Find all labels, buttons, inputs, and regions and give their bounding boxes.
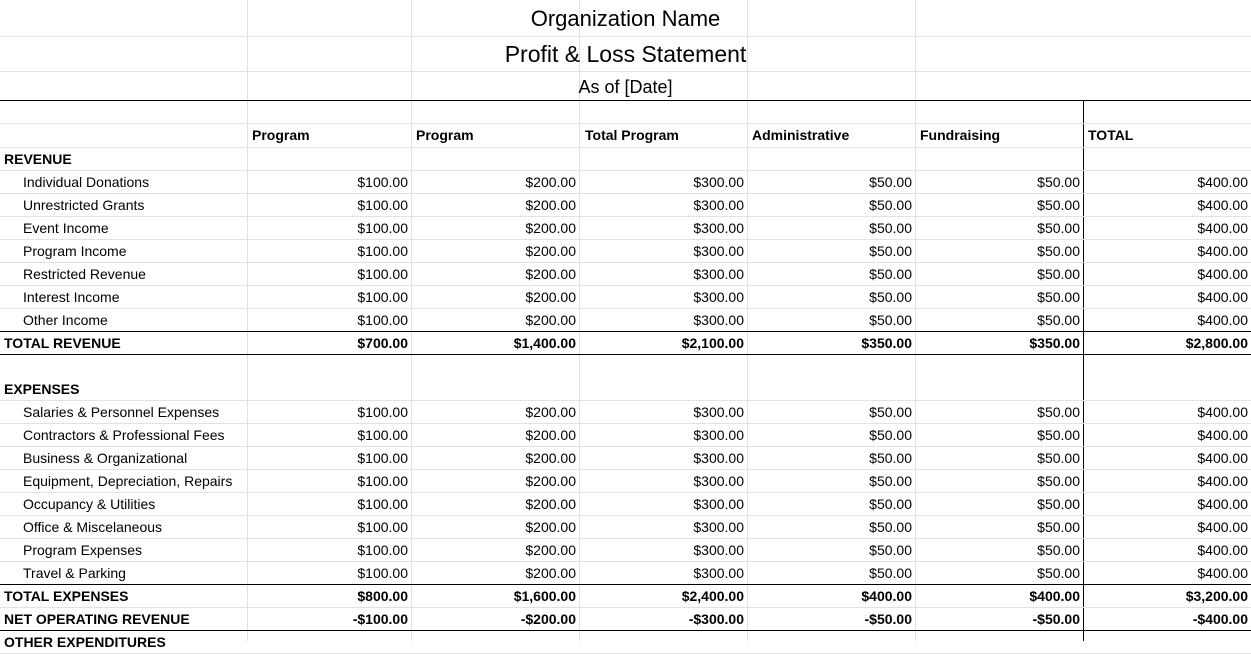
row-label[interactable]: TOTAL EXPENSES — [4, 588, 129, 604]
value-cell[interactable]: $1,400.00 — [513, 335, 576, 351]
value-cell[interactable]: $800.00 — [357, 588, 408, 604]
value-cell[interactable]: $200.00 — [525, 473, 576, 489]
value-cell[interactable]: $100.00 — [357, 197, 408, 213]
value-cell[interactable]: -$300.00 — [688, 611, 744, 627]
expense-row — [0, 561, 1251, 584]
revenue-row — [0, 262, 1251, 285]
value-cell[interactable]: $50.00 — [869, 197, 912, 213]
value-cell[interactable]: $100.00 — [357, 519, 408, 535]
value-cell[interactable]: $50.00 — [1037, 404, 1080, 420]
grid-row-line — [0, 71, 1251, 72]
value-cell[interactable]: $200.00 — [525, 312, 576, 328]
value-cell[interactable]: $50.00 — [869, 427, 912, 443]
value-cell[interactable]: $400.00 — [1197, 427, 1248, 443]
value-cell[interactable]: $300.00 — [693, 312, 744, 328]
value-cell[interactable]: $100.00 — [357, 542, 408, 558]
value-cell[interactable]: -$50.00 — [864, 611, 912, 627]
statement-title[interactable]: Profit & Loss Statement — [504, 41, 747, 67]
value-cell[interactable]: -$400.00 — [1192, 611, 1248, 627]
expense-row — [0, 400, 1251, 423]
value-cell[interactable]: $50.00 — [869, 565, 912, 581]
value-cell[interactable]: $3,200.00 — [1185, 588, 1248, 604]
value-cell[interactable]: $400.00 — [1197, 289, 1248, 305]
row-label[interactable]: Equipment, Depreciation, Repairs — [23, 473, 233, 489]
value-cell[interactable]: $200.00 — [525, 266, 576, 282]
revenue-row — [0, 170, 1251, 193]
value-cell[interactable]: $200.00 — [525, 220, 576, 236]
row-label[interactable]: Program Income — [23, 243, 127, 259]
value-cell[interactable]: -$100.00 — [352, 611, 408, 627]
value-cell[interactable]: $50.00 — [1037, 266, 1080, 282]
value-cell[interactable]: $400.00 — [1197, 174, 1248, 190]
row-label[interactable]: Business & Organizational — [23, 450, 188, 466]
value-cell[interactable]: $400.00 — [1029, 588, 1080, 604]
value-cell[interactable]: $50.00 — [869, 312, 912, 328]
value-cell[interactable]: $50.00 — [1037, 542, 1080, 558]
value-cell[interactable]: $200.00 — [525, 197, 576, 213]
value-cell[interactable]: $400.00 — [1197, 266, 1248, 282]
value-cell[interactable]: $50.00 — [869, 450, 912, 466]
value-cell[interactable]: $100.00 — [357, 565, 408, 581]
value-cell[interactable]: $300.00 — [693, 542, 744, 558]
column-header[interactable]: Fundraising — [920, 127, 1001, 143]
value-cell[interactable]: $200.00 — [525, 519, 576, 535]
row-label[interactable]: Individual Donations — [23, 174, 150, 190]
grid-row-line — [0, 36, 1251, 37]
value-cell[interactable]: $50.00 — [1037, 473, 1080, 489]
expense-row — [0, 423, 1251, 446]
value-cell[interactable]: $100.00 — [357, 243, 408, 259]
value-cell[interactable]: $50.00 — [1037, 197, 1080, 213]
value-cell[interactable]: -$200.00 — [520, 611, 576, 627]
value-cell[interactable]: $50.00 — [869, 220, 912, 236]
value-cell[interactable]: $50.00 — [1037, 289, 1080, 305]
row-label[interactable]: Office & Miscelaneous — [23, 519, 163, 535]
value-cell[interactable]: $200.00 — [525, 243, 576, 259]
value-cell[interactable]: $300.00 — [693, 565, 744, 581]
value-cell[interactable]: $200.00 — [525, 450, 576, 466]
value-cell[interactable]: $400.00 — [861, 588, 912, 604]
section-header-expenses — [0, 377, 1251, 400]
value-cell[interactable]: $400.00 — [1197, 542, 1248, 558]
row-label[interactable]: Interest Income — [23, 289, 120, 305]
revenue-row — [0, 285, 1251, 308]
revenue-row — [0, 193, 1251, 216]
value-cell[interactable]: $400.00 — [1197, 450, 1248, 466]
total-border — [0, 354, 1251, 355]
value-cell[interactable]: $50.00 — [1037, 243, 1080, 259]
revenue-row — [0, 308, 1251, 331]
value-cell[interactable]: $400.00 — [1197, 473, 1248, 489]
value-cell[interactable]: $350.00 — [1029, 335, 1080, 351]
value-cell[interactable]: $300.00 — [693, 473, 744, 489]
column-header[interactable]: Total Program — [585, 127, 679, 143]
value-cell[interactable]: $100.00 — [357, 404, 408, 420]
value-cell[interactable]: $100.00 — [357, 266, 408, 282]
expense-row — [0, 538, 1251, 561]
value-cell[interactable]: $300.00 — [693, 289, 744, 305]
value-cell[interactable]: $200.00 — [525, 427, 576, 443]
value-cell[interactable]: $300.00 — [693, 266, 744, 282]
value-cell[interactable]: $50.00 — [1037, 565, 1080, 581]
organization-name[interactable]: Organization Name — [530, 6, 721, 31]
value-cell[interactable]: $2,100.00 — [681, 335, 744, 351]
value-cell[interactable]: $400.00 — [1197, 312, 1248, 328]
value-cell[interactable]: $400.00 — [1197, 496, 1248, 512]
value-cell[interactable]: $50.00 — [1037, 519, 1080, 535]
value-cell[interactable]: $300.00 — [693, 519, 744, 535]
value-cell[interactable]: $300.00 — [693, 220, 744, 236]
row-label[interactable]: Contractors & Professional Fees — [23, 427, 225, 443]
value-cell[interactable]: $400.00 — [1197, 220, 1248, 236]
value-cell[interactable]: $50.00 — [869, 174, 912, 190]
value-cell[interactable]: $100.00 — [357, 473, 408, 489]
value-cell[interactable]: $300.00 — [693, 243, 744, 259]
section-header-other-expenditures — [0, 630, 1251, 653]
value-cell[interactable]: $300.00 — [693, 496, 744, 512]
value-cell[interactable]: $400.00 — [1197, 519, 1248, 535]
value-cell[interactable]: -$50.00 — [1032, 611, 1080, 627]
net-operating-revenue-row — [0, 607, 1251, 630]
value-cell[interactable]: $2,400.00 — [681, 588, 744, 604]
row-label[interactable]: NET OPERATING REVENUE — [4, 611, 190, 627]
expense-row — [0, 446, 1251, 469]
total-revenue-row — [0, 331, 1251, 354]
value-cell[interactable]: $50.00 — [1037, 220, 1080, 236]
value-cell[interactable]: $50.00 — [1037, 174, 1080, 190]
value-cell[interactable]: $100.00 — [357, 289, 408, 305]
value-cell[interactable]: $200.00 — [525, 404, 576, 420]
value-cell[interactable]: $400.00 — [1197, 197, 1248, 213]
value-cell[interactable]: $200.00 — [525, 289, 576, 305]
row-label[interactable]: Restricted Revenue — [23, 266, 146, 282]
value-cell[interactable]: $50.00 — [869, 243, 912, 259]
column-header[interactable]: Administrative — [752, 127, 850, 143]
value-cell[interactable]: $200.00 — [525, 542, 576, 558]
value-cell[interactable]: $50.00 — [1037, 450, 1080, 466]
value-cell[interactable]: $200.00 — [525, 174, 576, 190]
value-cell[interactable]: $100.00 — [357, 174, 408, 190]
value-cell[interactable]: $200.00 — [525, 565, 576, 581]
row-label[interactable]: Other Income — [23, 312, 108, 328]
row-label[interactable]: Salaries & Personnel Expenses — [23, 404, 220, 420]
header-border — [0, 100, 1251, 101]
column-header[interactable]: Program — [252, 127, 310, 143]
value-cell[interactable]: $50.00 — [869, 289, 912, 305]
revenue-row — [0, 239, 1251, 262]
value-cell[interactable]: $350.00 — [861, 335, 912, 351]
total-expenses-row — [0, 584, 1251, 607]
value-cell[interactable]: $50.00 — [1037, 312, 1080, 328]
value-cell[interactable]: $50.00 — [869, 519, 912, 535]
value-cell[interactable]: $100.00 — [357, 450, 408, 466]
row-label[interactable]: OTHER EXPENDITURES — [4, 634, 166, 650]
row-label[interactable]: REVENUE — [4, 151, 72, 167]
value-cell[interactable]: $100.00 — [357, 312, 408, 328]
row-label[interactable]: Occupancy & Utilities — [23, 496, 156, 512]
value-cell[interactable]: $400.00 — [1197, 243, 1248, 259]
value-cell[interactable]: $400.00 — [1197, 565, 1248, 581]
revenue-row — [0, 216, 1251, 239]
value-cell[interactable]: $50.00 — [869, 473, 912, 489]
row-label[interactable]: Event Income — [23, 220, 109, 236]
row-label[interactable]: Unrestricted Grants — [23, 197, 145, 213]
value-cell[interactable]: $700.00 — [357, 335, 408, 351]
column-header[interactable]: TOTAL — [1088, 127, 1134, 143]
row-label[interactable]: EXPENSES — [4, 381, 80, 397]
column-header[interactable]: Program — [416, 127, 474, 143]
value-cell[interactable]: $50.00 — [869, 266, 912, 282]
expense-row — [0, 515, 1251, 538]
value-cell[interactable]: $200.00 — [525, 496, 576, 512]
value-cell[interactable]: $300.00 — [693, 450, 744, 466]
value-cell[interactable]: $300.00 — [693, 174, 744, 190]
value-cell[interactable]: $1,600.00 — [513, 588, 576, 604]
value-cell[interactable]: $50.00 — [869, 496, 912, 512]
row-label[interactable]: TOTAL REVENUE — [4, 335, 121, 351]
value-cell[interactable]: $100.00 — [357, 496, 408, 512]
value-cell[interactable]: $100.00 — [357, 427, 408, 443]
grid-row-line — [0, 123, 1251, 124]
expense-row — [0, 492, 1251, 515]
value-cell[interactable]: $300.00 — [693, 404, 744, 420]
section-header-revenue — [0, 147, 1251, 170]
expense-row — [0, 469, 1251, 492]
value-cell[interactable]: $100.00 — [357, 220, 408, 236]
value-cell[interactable]: $2,800.00 — [1185, 335, 1248, 351]
as-of-date[interactable]: As of [Date] — [578, 77, 673, 97]
value-cell[interactable]: $300.00 — [693, 197, 744, 213]
value-cell[interactable]: $50.00 — [869, 542, 912, 558]
value-cell[interactable]: $50.00 — [1037, 496, 1080, 512]
value-cell[interactable]: $300.00 — [693, 427, 744, 443]
value-cell[interactable]: $50.00 — [1037, 427, 1080, 443]
value-cell[interactable]: $50.00 — [869, 404, 912, 420]
value-cell[interactable]: $400.00 — [1197, 404, 1248, 420]
row-label[interactable]: Travel & Parking — [23, 565, 126, 581]
row-label[interactable]: Program Expenses — [23, 542, 143, 558]
